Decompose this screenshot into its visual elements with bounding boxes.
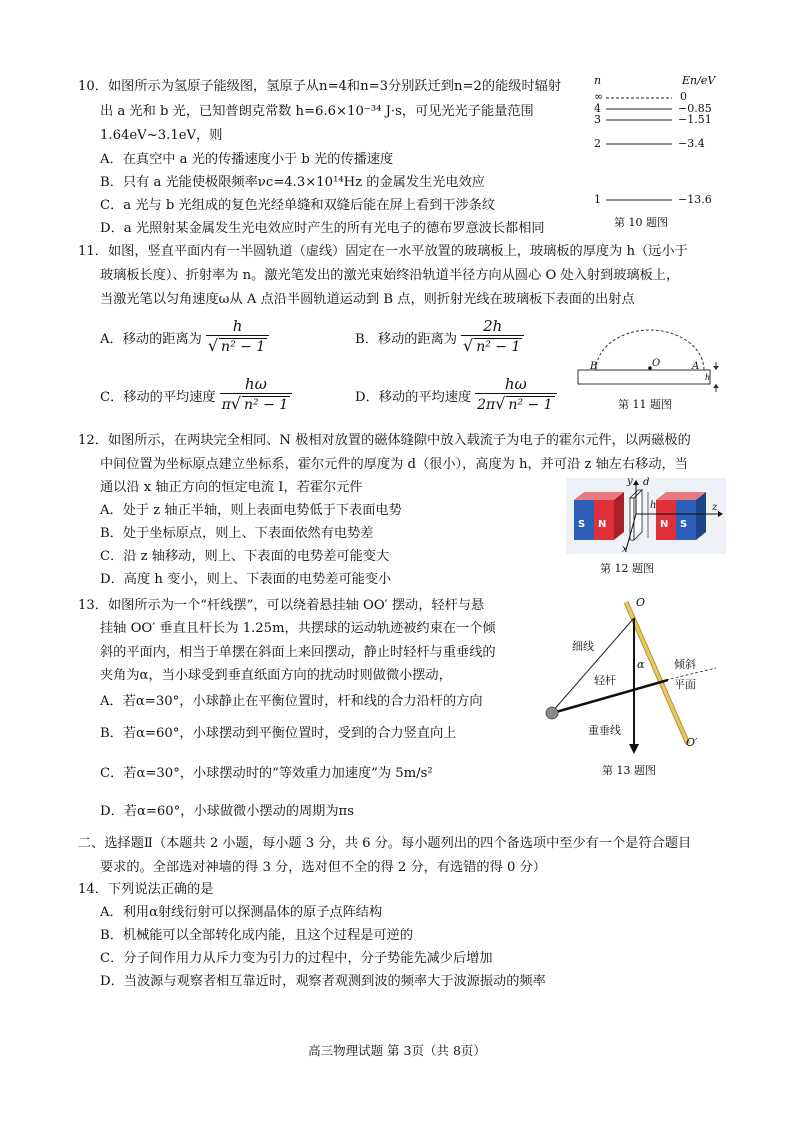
energy-level-diagram: [592, 74, 722, 234]
magnet-n-left: N: [598, 519, 607, 530]
pi-symbol: π: [221, 397, 231, 413]
q13-line-4: 夹角为α，当小球受到垂直纸面方向的扰动时则做微小摆动，: [100, 668, 452, 683]
pivot-o-label: O: [636, 596, 646, 609]
numerator: 2h: [461, 317, 524, 336]
denominator: n² − 1: [476, 339, 521, 355]
level-label-3: 3: [594, 113, 601, 126]
thickness-d-label: d: [643, 477, 650, 488]
pivot-o-prime-label: O′: [686, 736, 698, 749]
q11-option-b-label: B．移动的距离为: [355, 331, 458, 347]
magnet-s-left: S: [578, 519, 586, 530]
q11-option-d: [355, 372, 561, 418]
level-energy-1: −13.6: [678, 193, 712, 206]
q11-option-c-label: C．移动的平均速度: [100, 389, 216, 405]
level-label-2: 2: [594, 137, 601, 150]
q14-option-b: B．机械能可以全部转化成内能，且这个过程是可逆的: [100, 928, 414, 943]
q13-line-3: 斜的平面内，相当于单摆在斜面上来回摆动，静止时轻杆与重垂线的: [100, 645, 496, 660]
q12-line-2: 中间位置为坐标原点建立坐标系，霍尔元件的厚度为 d（很小），高度为 h，并可沿 z 轴左右移动，当: [100, 457, 688, 472]
q11-option-a-label: A．移动的距离为: [100, 331, 202, 347]
magnets-figure: [566, 478, 726, 556]
level-energy-4: −0.85: [678, 102, 712, 115]
q13-option-b: B．若α=60°，小球摆动到平衡位置时，受到的合力竖直向上: [100, 726, 457, 741]
plane-label-2: 平面: [674, 678, 696, 691]
level-energy-inf: 0: [680, 90, 687, 103]
section-2-line-1: 二、选择题Ⅱ（本题共 2 小题，每小题 3 分，共 6 分。每小题列出的四个备选项中至少有一个是符合题目: [78, 836, 692, 851]
angle-alpha-label: α: [637, 658, 645, 671]
hall-element-diagram: [566, 478, 726, 576]
figure-10-caption: 第 10 题图: [614, 216, 668, 229]
axis-z-label: z: [712, 502, 718, 513]
q11-option-b-formula: $\frac{2h}{\text{√ n² − 1}}$: [461, 317, 524, 357]
plane-label-1: 倾斜: [674, 658, 696, 671]
semicircle-figure: [574, 318, 724, 398]
q11-option-a-formula: $\frac{h}{\text{√ n² − 1}}$: [206, 317, 269, 357]
point-o-label: O: [652, 358, 661, 369]
q10-line-2: 出 a 光和 b 光，已知普朗克常数 h=6.6×10⁻³⁴ J·s，可见光光子能量范围: [100, 104, 534, 119]
point-b-label: B: [590, 361, 598, 372]
energy-level-lines: [592, 74, 722, 214]
q12-option-c: C．沿 z 轴移动，则上、下表面的电势差可能变大: [100, 549, 390, 564]
q10-option-d: D．a 光照射某金属发生光电效应时产生的所有光电子的德布罗意波长都相同: [100, 221, 545, 236]
q12-option-d: D．高度 h 变小，则上、下表面的电势差可能变小: [100, 572, 392, 587]
q11-line-3: 当激光笔以匀角速度ω从 A 点沿半圆轨道运动到 B 点，则折射光线在玻璃板下表面的出射点: [100, 292, 635, 307]
axis-y-label: y: [627, 476, 633, 487]
numerator: hω: [475, 375, 556, 394]
two-pi-symbol: 2π: [477, 397, 496, 413]
q11-option-c-formula: $\frac{h\omega}{\text{π√ n² − 1}}$: [220, 375, 293, 415]
q11-option-a: [100, 314, 273, 360]
level-energy-3: −1.51: [678, 113, 712, 126]
q10-line-1: 10．如图所示为氢原子能级图，氢原子从n=4和n=3分别跃迁到n=2的能级时辐射: [78, 79, 562, 94]
q10-option-b: B．只有 a 光能使极限频率νc=4.3×10¹⁴Hz 的金属发生光电效应: [100, 175, 485, 190]
height-h-label: h: [650, 500, 657, 511]
q12-line-3: 通以沿 x 轴正方向的恒定电流 I，若霍尔元件: [100, 480, 363, 495]
q11-option-c: [100, 372, 296, 418]
axis-x-label: x: [622, 544, 628, 555]
level-label-1: 1: [594, 193, 601, 206]
q13-option-d: D．若α=60°，小球做微小摆动的周期为πs: [100, 804, 354, 819]
q13-line-2: 挂轴 OO′ 垂直且杆长为 1.25m，共摆球的运动轨迹被约束在一个倾: [100, 621, 496, 636]
q14-option-c: C．分子间作用力从斥力变为引力的过程中，分子势能先减少后增加: [100, 951, 493, 966]
denominator: n² − 1: [508, 397, 553, 413]
denominator: n² − 1: [221, 339, 266, 355]
plumb-line-label: 重垂线: [588, 724, 621, 737]
q11-option-b: [355, 314, 528, 360]
magnet-n-right: N: [660, 519, 669, 530]
numerator: h: [206, 317, 269, 336]
q11-option-d-formula: $\frac{h\omega}{\text{2π√ n² − 1}}$: [475, 375, 556, 415]
q11-line-1: 11．如图，竖直平面内有一半圆轨道（虚线）固定在一水平放置的玻璃板上，玻璃板的厚度为 h（远小于: [78, 244, 688, 259]
axis-n-label: n: [594, 74, 602, 87]
q13-option-a: A．若α=30°，小球静止在平衡位置时，杆和线的合力沿杆的方向: [100, 694, 483, 709]
q12-line-1: 12．如图所示，在两块完全相同、N 极相对放置的磁体缝隙中放入载流子为电子的霍尔元件，以两磁极的: [78, 433, 691, 448]
q12-option-b: B．处于坐标原点，则上、下表面依然有电势差: [100, 526, 374, 541]
q11-line-2: 玻璃板长度）、折射率为 n。激光笔发出的激光束始终沿轨道半径方向从圆心 O 处入射到玻璃板上，: [100, 268, 680, 283]
thickness-h-label: h: [705, 373, 711, 382]
rod-pendulum-diagram: [540, 598, 718, 780]
semicircle-glass-diagram: [574, 318, 724, 413]
rod-label: 轻杆: [594, 674, 616, 687]
rope-label: 细线: [572, 640, 594, 653]
section-2-line-2: 要求的。全部选对神墙的得 3 分，选对但不全的得 2 分，有选错的得 0 分）: [100, 860, 546, 875]
q14-option-d: D．当波源与观察者相互靠近时，观察者观测到波的频率大于波源振动的频率: [100, 974, 546, 989]
q10-option-a: A．在真空中 a 光的传播速度小于 b 光的传播速度: [100, 152, 394, 167]
level-label-4: 4: [594, 102, 601, 115]
q12-option-a: A．处于 z 轴正半轴，则上表面电势低于下表面电势: [100, 503, 402, 518]
page-footer: 高三物理试题 第 3页（共 8页）: [308, 1043, 486, 1058]
q10-option-c: C．a 光与 b 光组成的复色光经单缝和双缝后能在屏上看到干涉条纹: [100, 198, 496, 213]
level-label-inf: ∞: [594, 90, 604, 103]
q14-option-a: A．利用α射线衍射可以探测晶体的原子点阵结构: [100, 905, 383, 920]
point-a-label: A: [692, 361, 700, 372]
magnet-s-right: S: [680, 519, 688, 530]
q11-option-d-label: D．移动的平均速度: [355, 389, 472, 405]
figure-13-caption: 第 13 题图: [602, 764, 656, 777]
q14-stem: 14．下列说法正确的是: [78, 882, 214, 897]
denominator: n² − 1: [244, 397, 289, 413]
figure-11-caption: 第 11 题图: [618, 398, 672, 411]
q13-line-1: 13．如图所示为一个“杆线摆”，可以绕着悬挂轴 OO′ 摆动，轻杆与悬: [78, 598, 485, 613]
axis-energy-label: En/eV: [682, 74, 716, 87]
figure-12-caption: 第 12 题图: [600, 562, 654, 575]
q10-line-3: 1.64eV~3.1eV，则: [100, 128, 223, 143]
level-energy-2: −3.4: [678, 137, 705, 150]
numerator: hω: [220, 375, 293, 394]
q13-option-c: C．若α=30°，小球摆动时的“等效重力加速度”为 5m/s²: [100, 766, 433, 781]
